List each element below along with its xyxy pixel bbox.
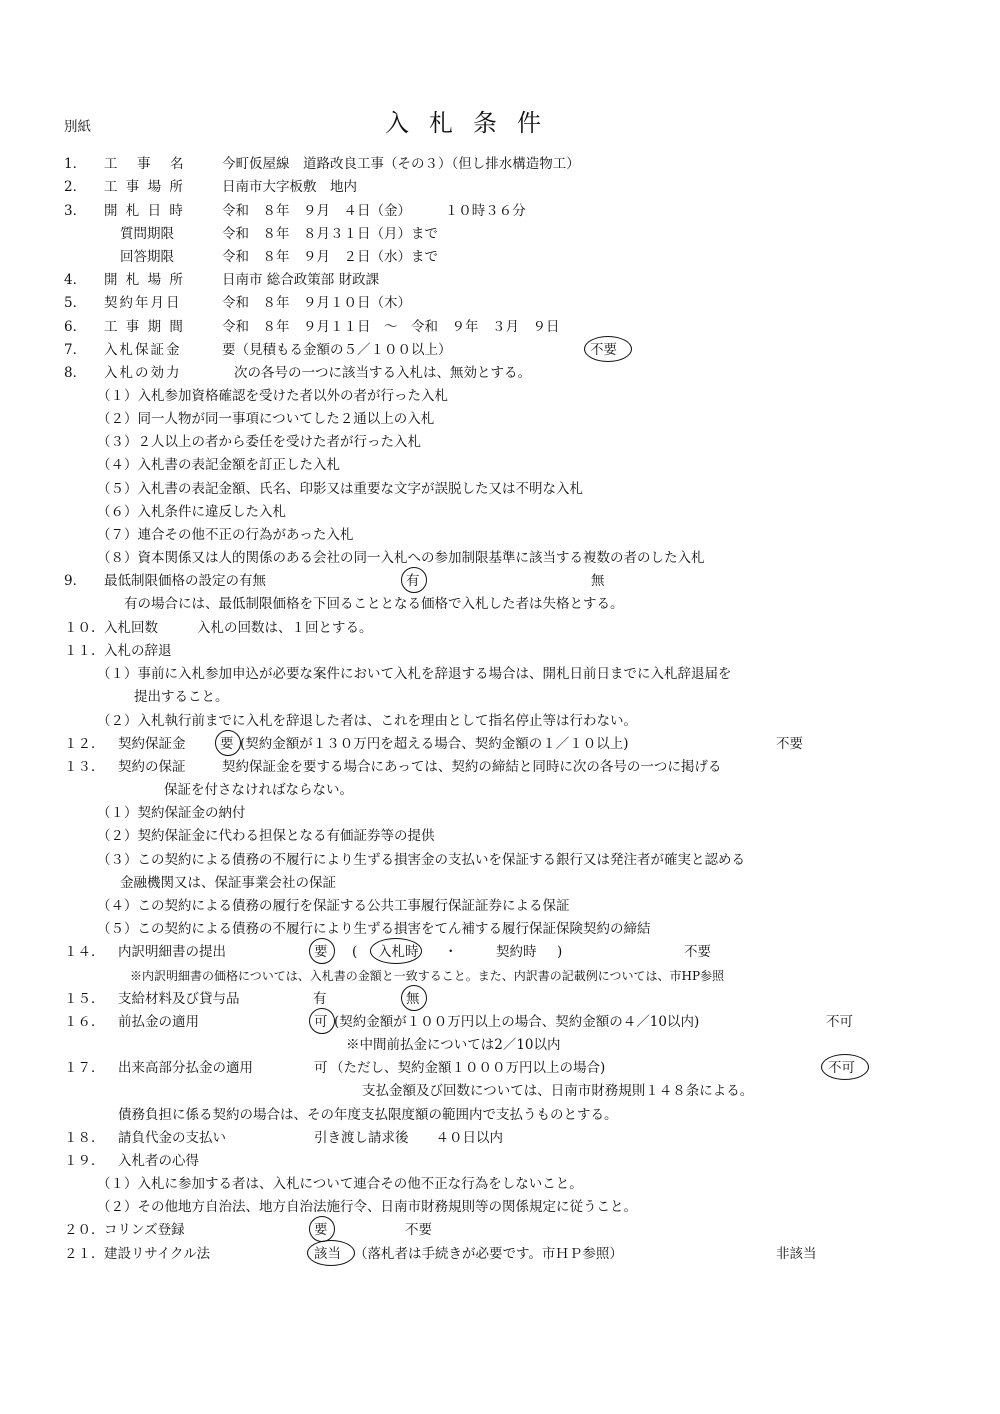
item-13-sub-3: （３）この契約による債務の不履行により生ずる損害金の支払いを保証する銀行又は発注者が確実と認める — [97, 852, 745, 868]
item-7-label: 入札保証金 — [104, 342, 182, 358]
item-8-sub-7: （７）連合その他不正の行為があった入札 — [97, 527, 354, 543]
item-9-number: 9． — [64, 573, 87, 589]
item-3-number: 3． — [64, 203, 87, 219]
item-5-value: 令和 ８年 ９月１０日（木） — [222, 295, 411, 311]
item-11-label: 入札の辞退 — [104, 643, 172, 659]
item-3-label: 開 札 日 時 — [104, 203, 185, 219]
item-14-label: 内訳明細書の提出 — [118, 944, 226, 960]
selected-circle-mark — [309, 938, 335, 964]
item-13-label: 契約の保証 — [118, 759, 186, 775]
item-4-value: 日南市 総合政策部 財政課 — [222, 272, 380, 288]
item-14-number: １４． — [64, 944, 105, 960]
item-7-value: 要（見積もる金額の５／１００以上） — [222, 342, 452, 358]
item-9-note: 有の場合には、最低制限価格を下回ることとなる価格で入札した者は失格とする。 — [124, 596, 624, 612]
item-14-dot: ・ — [444, 944, 458, 960]
item-8-number: 8． — [64, 365, 87, 381]
item-19-number: １９． — [64, 1153, 105, 1169]
item-13-sub-3-cont: 金融機関又は、保証事業会社の保証 — [120, 875, 336, 891]
item-16-option-not-allowed: 不可 — [826, 1014, 853, 1030]
item-13-value-cont: 保証を付さなければならない。 — [164, 782, 353, 798]
item-8-sub-5: （５）入札書の表記金額、氏名、印影又は重要な文字が誤脱した又は不明な入札 — [97, 481, 583, 497]
item-10-label: 入札回数 — [104, 620, 158, 636]
answer-deadline-value: 令和 ８年 ９月 ２日（水）まで — [222, 249, 438, 265]
item-6-number: 6． — [64, 319, 87, 335]
item-5-label: 契約年月日 — [104, 295, 182, 311]
item-13-sub-5: （５）この契約による債務の不履行により生ずる損害をてん補する履行保証保険契約の締結 — [97, 921, 651, 937]
selected-circle-mark — [821, 1054, 869, 1080]
item-5-number: 5． — [64, 295, 87, 311]
item-12-label: 契約保証金 — [118, 736, 186, 752]
item-11-sub-1: （１）事前に入札参加申込が必要な案件において入札を辞退する場合は、開札日前日までに入札辞退届を — [97, 666, 732, 682]
selected-circle-mark — [401, 567, 427, 593]
item-15-number: １５． — [64, 991, 105, 1007]
item-9-option-yes: 有 — [406, 573, 420, 589]
item-11-number: １１. — [64, 643, 96, 659]
item-8-sub-3: （３）２人以上の者から委任を受けた者が行った入札 — [97, 434, 421, 450]
item-16-number: １６． — [64, 1014, 105, 1030]
selected-circle-mark — [307, 1240, 355, 1266]
item-7-option-not-required: 不要 — [590, 342, 617, 358]
item-13-value: 契約保証金を要する場合にあっては、契約の締結と同時に次の各号の一つに掲げる — [222, 759, 722, 775]
selected-circle-mark — [370, 938, 422, 964]
item-2-number: 2． — [64, 179, 87, 195]
item-12-option-required: 要 — [220, 736, 234, 752]
item-19-sub-2: （２）その他地方自治法、地方自治法施行令、日南市財務規則等の関係規定に従うこと。 — [97, 1199, 637, 1215]
item-17-note-2: 債務負担に係る契約の場合は、その年度支払限度額の範囲内で支払うものとする。 — [118, 1107, 618, 1123]
item-16-value: (契約金額が１００万円以上の場合、契約金額の４／10以内) — [334, 1014, 700, 1030]
item-16-label: 前払金の適用 — [118, 1014, 199, 1030]
selected-circle-mark — [215, 730, 241, 756]
item-20-label: コリンズ登録 — [104, 1222, 185, 1238]
selected-circle-mark — [309, 1008, 335, 1034]
item-7-number: 7． — [64, 342, 87, 358]
item-6-value: 令和 ８年 ９月１１日 ～ 令和 ９年 ３月 ９日 — [222, 319, 560, 335]
item-20-option-not-required: 不要 — [405, 1222, 432, 1238]
item-10-value: 入札の回数は、１回とする。 — [197, 620, 373, 636]
item-8-sub-1: （１）入札参加資格確認を受けた者以外の者が行った入札 — [97, 388, 448, 404]
item-14-option-required: 要 — [314, 944, 328, 960]
item-20-option-required: 要 — [314, 1222, 328, 1238]
item-21-option-not-applicable: 非該当 — [776, 1246, 817, 1262]
item-14-choice-bidding: 入札時 — [378, 944, 419, 960]
item-8-sub-2: （２）同一人物が同一事項についてした２通以上の入札 — [97, 411, 435, 427]
item-21-value: （落札者は手続きが必要です。市ＨＰ参照） — [354, 1246, 623, 1262]
question-deadline-value: 令和 ８年 ８月３１日（月）まで — [222, 226, 438, 242]
item-15-option-no: 無 — [406, 991, 420, 1007]
item-17-note-1: 支払金額及び回数については、日南市財務規則１４８条による。 — [362, 1083, 754, 1099]
item-8-value: 次の各号の一つに該当する入札は、無効とする。 — [234, 365, 531, 381]
item-9-option-no: 無 — [591, 573, 605, 589]
item-14-choice-contract: 契約時 — [496, 944, 537, 960]
item-12-option-not-required: 不要 — [776, 736, 803, 752]
item-11-sub-2: （２）入札執行前までに入札を辞退した者は、これを理由として指名停止等は行わない。 — [97, 713, 637, 729]
item-1-label: 工 事 名 — [104, 156, 187, 172]
item-2-label: 工 事 場 所 — [104, 179, 185, 195]
item-17-value: （ただし、契約金額１０００万円以上の場合) — [330, 1060, 606, 1076]
item-17-option-not-allowed: 不可 — [828, 1060, 855, 1076]
item-3-value: 令和 ８年 ９月 ４日（金） １０時３６分 — [222, 203, 526, 219]
item-2-value: 日南市大字板敷 地内 — [222, 179, 357, 195]
item-8-sub-4: （４）入札書の表記金額を訂正した入札 — [97, 457, 340, 473]
question-deadline-label: 質問期限 — [120, 226, 174, 242]
item-16-option-allowed: 可 — [314, 1014, 328, 1030]
answer-deadline-label: 回答期限 — [120, 249, 174, 265]
item-4-label: 開 札 場 所 — [104, 272, 185, 288]
item-13-sub-2: （２）契約保証金に代わる担保となる有価証券等の提供 — [97, 828, 435, 844]
item-1-number: 1． — [64, 156, 87, 172]
item-21-label: 建設リサイクル法 — [104, 1246, 211, 1262]
item-14-option-not-required: 不要 — [684, 944, 711, 960]
item-18-label: 請負代金の支払い — [118, 1130, 226, 1146]
item-20-number: ２０． — [64, 1222, 105, 1238]
item-21-number: ２１． — [64, 1246, 105, 1262]
item-17-label: 出来高部分払金の適用 — [118, 1060, 253, 1076]
item-17-option-allowed: 可 — [314, 1060, 328, 1076]
item-19-label: 入札者の心得 — [118, 1153, 199, 1169]
item-14-note: ※内訳明細書の価格については、入札書の金額と一致すること。また、内訳書の記載例については、市HP参照 — [130, 969, 725, 983]
selected-circle-mark — [309, 1216, 335, 1242]
item-13-sub-1: （１）契約保証金の納付 — [97, 805, 246, 821]
item-13-sub-4: （４）この契約による債務の履行を保証する公共工事履行保証証券による保証 — [97, 898, 570, 914]
item-9-label: 最低制限価格の設定の有無 — [104, 573, 266, 589]
item-11-sub-1-cont: 提出すること。 — [134, 689, 229, 705]
selected-circle-mark — [401, 985, 427, 1011]
attachment-label: 別紙 — [64, 119, 91, 135]
item-8-sub-6: （６）入札条件に違反した入札 — [97, 504, 286, 520]
item-8-sub-8: （８）資本関係又は人的関係のある会社の同一入札への参加制限基準に該当する複数の者のした入札 — [97, 550, 705, 566]
item-18-value: 引き渡し請求後 ４０日以内 — [314, 1130, 503, 1146]
selected-circle-mark — [584, 336, 632, 362]
item-12-value: (契約金額が１３０万円を超える場合、契約金額の１／１０以上) — [240, 736, 629, 752]
item-15-option-yes: 有 — [313, 991, 327, 1007]
item-18-number: １８． — [64, 1130, 105, 1146]
item-6-label: 工 事 期 間 — [104, 319, 185, 335]
item-1-value: 今町仮屋線 道路改良工事（その３）（但し排水構造物工） — [222, 156, 580, 172]
item-19-sub-1: （１）入札に参加する者は、入札について連合その他不正な行為をしないこと。 — [97, 1176, 583, 1192]
item-16-note: ※中間前払金については2／10以内 — [346, 1037, 561, 1053]
item-12-number: １２． — [64, 736, 105, 752]
item-10-number: １０. — [64, 620, 96, 636]
item-8-label: 入札の効力 — [104, 365, 182, 381]
item-14-paren-open: ( — [352, 944, 358, 960]
item-15-label: 支給材料及び貸与品 — [118, 991, 240, 1007]
page-title: 入札条件 — [385, 109, 561, 137]
item-14-paren-close: ) — [557, 944, 563, 960]
item-13-number: １３． — [64, 759, 105, 775]
item-21-option-applicable: 該当 — [314, 1246, 341, 1262]
item-17-number: １７． — [64, 1060, 105, 1076]
item-4-number: 4． — [64, 272, 87, 288]
